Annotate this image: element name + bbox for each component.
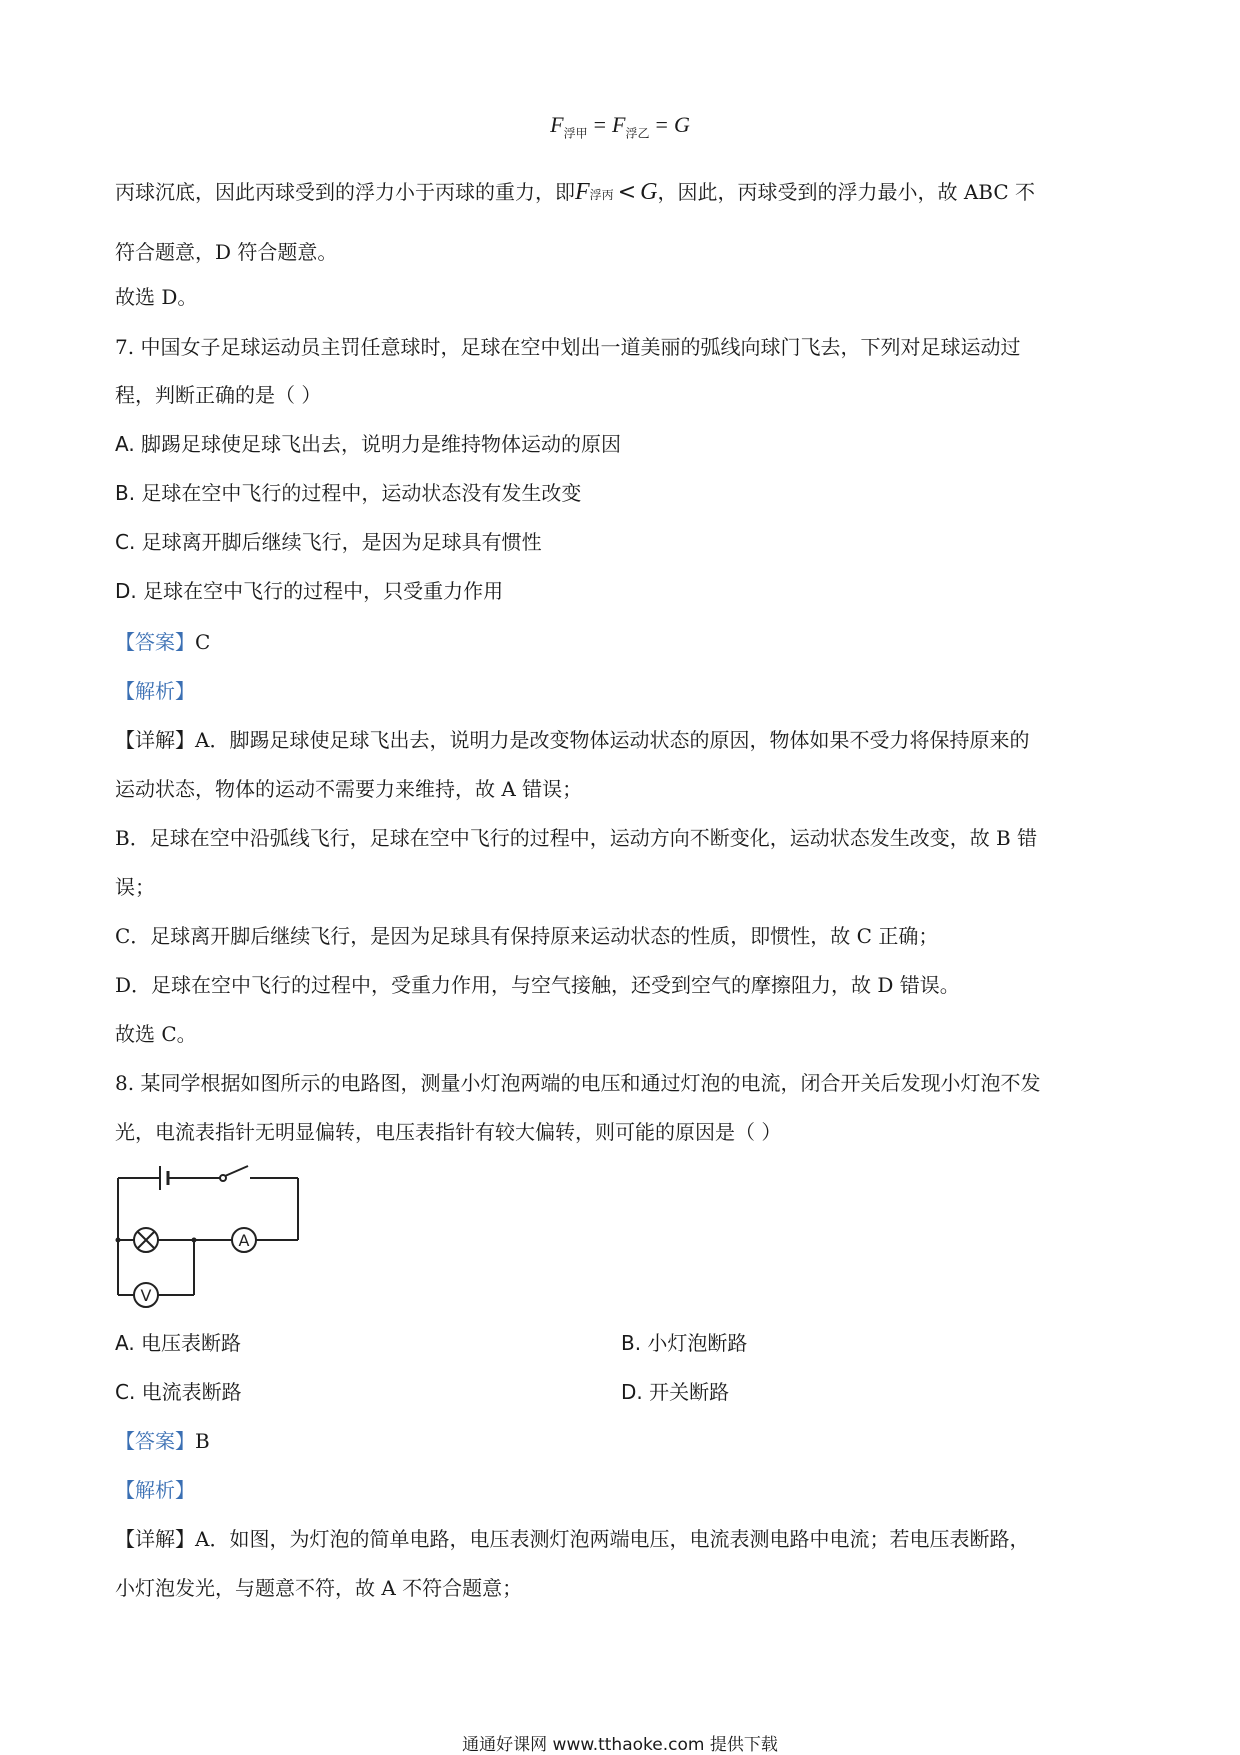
q7-stem-line1: 7. 中国女子足球运动员主罚任意球时，足球在空中划出一道美丽的弧线向球门飞去，下列对足球运动过: [115, 335, 1021, 359]
q7-answer: 【答案】C: [115, 630, 211, 654]
circuit-diagram: [108, 1160, 308, 1310]
q7-option-d: D. 足球在空中飞行的过程中，只受重力作用: [115, 579, 504, 603]
q8-detail-2: 小灯泡发光，与题意不符，故 A 不符合题意；: [115, 1576, 523, 1600]
paragraph-ball-c-cont: 符合题意，D 符合题意。: [115, 240, 338, 264]
q7-detail-5: C．足球离开脚后继续飞行，是因为足球具有保持原来运动状态的性质，即惯性，故 C 正确；: [115, 924, 939, 948]
paragraph-ball-c: 丙球沉底，因此丙球受到的浮力小于丙球的重力，即F浮丙 < G，因此，丙球受到的浮力最小，故 ABC 不: [115, 179, 1035, 205]
q7-option-c: C. 足球离开脚后继续飞行，是因为足球具有惯性: [115, 530, 542, 554]
q7-detail-4: 误；: [115, 875, 155, 899]
switch-blade: [225, 1166, 248, 1176]
q7-option-b: B. 足球在空中飞行的过程中，运动状态没有发生改变: [115, 481, 582, 505]
ammeter-label: A: [238, 1231, 250, 1250]
q7-detail-7: 故选 C。: [115, 1022, 197, 1046]
q7-detail-6: D．足球在空中飞行的过程中，受重力作用，与空气接触，还受到空气的摩擦阻力，故 D 错误。: [115, 973, 960, 997]
q7-analysis-tag: 【解析】: [115, 679, 195, 703]
q7-detail-3: B．足球在空中沿弧线飞行，足球在空中飞行的过程中，运动方向不断变化，运动状态发生改变，故 B 错: [115, 826, 1038, 850]
q8-option-b: B. 小灯泡断路: [621, 1331, 748, 1355]
q7-detail-1: 【详解】A．脚踢足球使足球飞出去，说明力是改变物体运动状态的原因，物体如果不受力将保持原来的: [115, 728, 1030, 752]
q8-detail-1: 【详解】A．如图，为灯泡的简单电路，电压表测灯泡两端电压，电流表测电路中电流；若电压表断路，: [115, 1527, 1030, 1551]
voltmeter-label: V: [140, 1286, 152, 1305]
junction-mid: [192, 1238, 197, 1243]
q7-stem-line2: 程，判断正确的是（ ）: [115, 383, 322, 407]
q8-stem-line1: 8. 某同学根据如图所示的电路图，测量小灯泡两端的电压和通过灯泡的电流，闭合开关后发现小灯泡不发: [115, 1071, 1041, 1095]
q7-option-a: A. 脚踢足球使足球飞出去，说明力是维持物体运动的原因: [115, 432, 622, 456]
q7-detail-2: 运动状态，物体的运动不需要力来维持，故 A 错误；: [115, 777, 583, 801]
q8-analysis-tag: 【解析】: [115, 1478, 195, 1502]
choose-d: 故选 D。: [115, 285, 198, 309]
q8-answer: 【答案】B: [115, 1429, 210, 1453]
q8-option-c: C. 电流表断路: [115, 1380, 242, 1404]
junction-left: [116, 1238, 121, 1243]
q8-stem-line2: 光，电流表指针无明显偏转，电压表指针有较大偏转，则可能的原因是（ ）: [115, 1120, 782, 1144]
q8-option-a: A. 电压表断路: [115, 1331, 242, 1355]
footer-source: 通通好课网 www.tthaoke.com 提供下载: [462, 1735, 778, 1755]
q8-option-d: D. 开关断路: [621, 1380, 730, 1404]
formula-buoyancy-equal: $F_{浮甲} = F_{浮乙} = G$: [550, 112, 690, 141]
